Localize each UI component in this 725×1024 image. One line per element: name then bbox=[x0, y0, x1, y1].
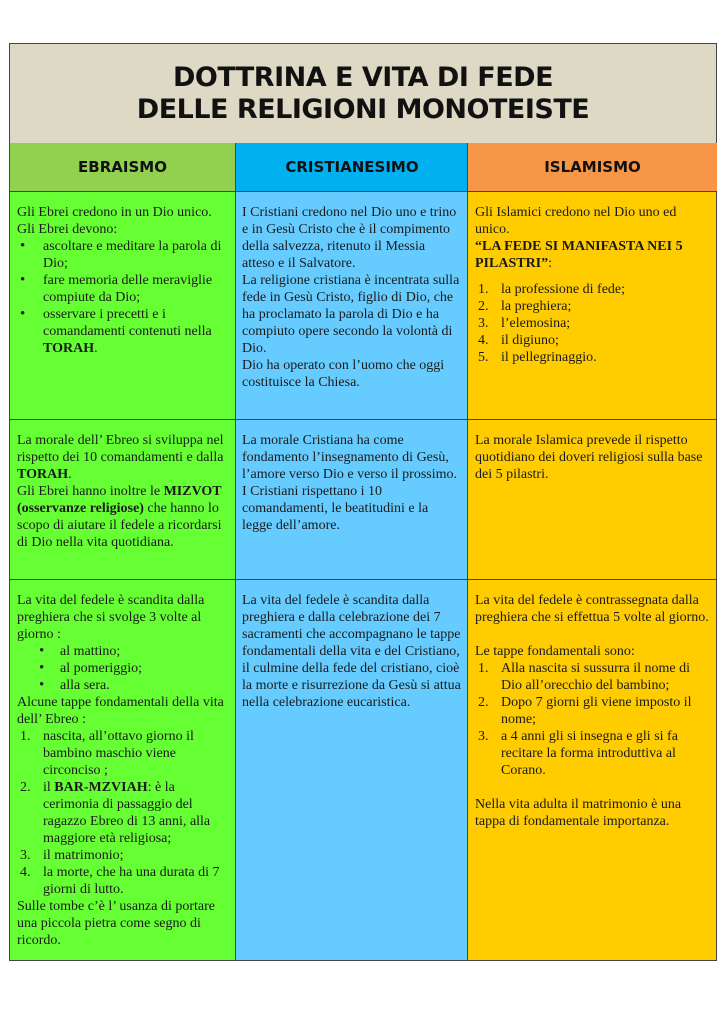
pillars-heading: “LA FEDE SI MANIFASTA NEI 5 PILASTRI” bbox=[475, 239, 683, 271]
cristianesimo-paragraph: Dio ha operato con l’uomo che oggi costituisce la Chiesa. bbox=[242, 358, 445, 390]
list-item: 2. Dopo 7 giorni gli viene imposto il nome; bbox=[478, 695, 692, 727]
list-item: • alla sera. bbox=[17, 677, 229, 694]
islamismo-vita-cell bbox=[467, 580, 716, 960]
list-item: • ascoltare e meditare la parola di Dio; bbox=[17, 238, 229, 272]
list-item: 2. la preghiera; bbox=[478, 299, 572, 314]
cristianesimo-paragraph: La vita del fedele è scandita dalla preghiera e dalla celebrazione dei 7 sacramenti che accompagnano le tappe fondamentali della vita e del Cristiano, il culmine della fede del cristiano, cioè la morte e risurrezione da Gesù si attua nella celebrazione eucaristica. bbox=[242, 593, 461, 710]
cristianesimo-paragraph: I Cristiani rispettano i 10 comandamenti, le beatitudini e la legge dell’amore. bbox=[242, 484, 429, 533]
pillars-list bbox=[475, 281, 710, 366]
header-ebraismo: EBRAISMO bbox=[10, 143, 235, 192]
list-item: 4. il digiuno; bbox=[478, 333, 559, 348]
list-item: 1. Alla nascita si sussurra il nome di Dio all’orecchio del bambino; bbox=[478, 661, 690, 693]
ebraismo-vita-cell bbox=[10, 580, 235, 960]
list-item: 3. l’elemosina; bbox=[478, 316, 571, 331]
islamismo-morale-cell bbox=[467, 420, 716, 580]
cristianesimo-morale-cell bbox=[235, 420, 467, 580]
list-item: 1. la professione di fede; bbox=[478, 282, 626, 297]
cristianesimo-vita-cell bbox=[235, 580, 467, 960]
islamismo-closing: Nella vita adulta il matrimonio è una tappa di fondamentale importanza. bbox=[475, 797, 682, 829]
islamismo-tappe-intro: Le tappe fondamentali sono: bbox=[475, 644, 635, 659]
mizvot-label: MIZVOT (osservanze religiose) bbox=[17, 484, 222, 516]
title-banner bbox=[10, 44, 716, 144]
header-islamismo: ISLAMISMO bbox=[467, 143, 717, 192]
cristianesimo-paragraph: I Cristiani credono nel Dio uno e trino e in Gesù Cristo che è il compimento della salvezza, ritenuto il Messia atteso e il Salvatore. bbox=[242, 205, 457, 271]
islamismo-intro: Gli Islamici credono nel Dio uno ed unico. bbox=[475, 205, 677, 237]
list-item: • osservare i precetti e i comandamenti contenuti nella TORAH. bbox=[17, 306, 229, 357]
prayer-times-list bbox=[17, 643, 229, 694]
list-item: 1. nascita, all’ottavo giorno il bambino maschio viene circonciso ; bbox=[20, 729, 194, 778]
list-item: • al pomeriggio; bbox=[17, 660, 229, 677]
doctrine-table bbox=[9, 43, 717, 961]
islamismo-prayer-intro: La vita del fedele è contrassegnata dalla preghiera che si effettua 5 volte al giorno. bbox=[475, 593, 709, 625]
ebraismo-tappe-list bbox=[17, 728, 229, 898]
ebraismo-dottrina-cell bbox=[10, 192, 235, 420]
ebraismo-closing: Sulle tombe c’è l’ usanza di portare una piccola pietra come segno di ricordo. bbox=[17, 899, 215, 948]
list-item: 2. il BAR-MZVIAH: è la cerimonia di passaggio del ragazzo Ebreo di 13 anni, alla maggiore età religiosa; bbox=[20, 780, 211, 846]
ebraismo-prayer-intro: La vita del fedele è scandita dalla preghiera che si svolge 3 volte al giorno : bbox=[17, 593, 205, 642]
islamismo-dottrina-cell: Gli Islamici credono nel Dio uno ed unico. “LA FEDE SI MANIFASTA NEI 5 PILASTRI”: 1. la professione di fede; 2. la preghiera; 3. l’elemosina; 4. il digiuno; 5. il pellegrinaggio. bbox=[467, 192, 716, 420]
bar-mzviah-label: BAR-MZVIAH bbox=[54, 780, 148, 795]
list-item: 4. la morte, che ha una durata di 7 giorni di lutto. bbox=[20, 865, 220, 897]
torah-label: TORAH bbox=[17, 467, 69, 482]
ebraismo-intro-2: Gli Ebrei devono: bbox=[17, 222, 118, 237]
ebraismo-tappe-intro: Alcune tappe fondamentali della vita dell’ Ebreo : bbox=[17, 695, 224, 727]
list-item: • al mattino; bbox=[17, 643, 229, 660]
header-cristianesimo: CRISTIANESIMO bbox=[235, 143, 468, 192]
list-item: 3. a 4 anni gli si insegna e gli si fa recitare la forma introduttiva al Corano. bbox=[478, 729, 678, 778]
ebraismo-duties-list bbox=[17, 238, 229, 357]
title-line-2: DELLE RELIGIONI MONOTEISTE bbox=[136, 93, 590, 125]
list-item: • fare memoria delle meraviglie compiute da Dio; bbox=[17, 272, 229, 306]
ebraismo-intro-1: Gli Ebrei credono in un Dio unico. bbox=[17, 205, 212, 220]
cristianesimo-dottrina-cell bbox=[235, 192, 467, 420]
islamismo-paragraph: La morale Islamica prevede il rispetto quotidiano dei doveri religiosi sulla base dei 5 pilastri. bbox=[475, 433, 703, 482]
cristianesimo-paragraph: La religione cristiana è incentrata sulla fede in Gesù Cristo, figlio di Dio, che ha proclamato la parola di Dio e ha compiuto opere secondo la volontà di Dio. bbox=[242, 273, 460, 356]
torah-label: TORAH bbox=[43, 341, 95, 356]
list-item: 5. il pellegrinaggio. bbox=[478, 350, 597, 365]
islamismo-tappe-list bbox=[475, 660, 710, 779]
list-item: 3. il matrimonio; bbox=[20, 848, 124, 863]
title-line-1: DOTTRINA E VITA DI FEDE bbox=[172, 61, 554, 93]
ebraismo-morale-cell: La morale dell’ Ebreo si sviluppa nel rispetto dei 10 comandamenti e dalla TORAH. Gli Ebrei hanno inoltre le MIZVOT (osservanze religiose) che hanno lo scopo di aiutare il fedele a ricordarsi di Dio nella vita quotidiana. bbox=[10, 420, 235, 580]
cristianesimo-paragraph: La morale Cristiana ha come fondamento l’insegnamento di Gesù, l’amore verso Dio e verso il prossimo. bbox=[242, 433, 458, 482]
